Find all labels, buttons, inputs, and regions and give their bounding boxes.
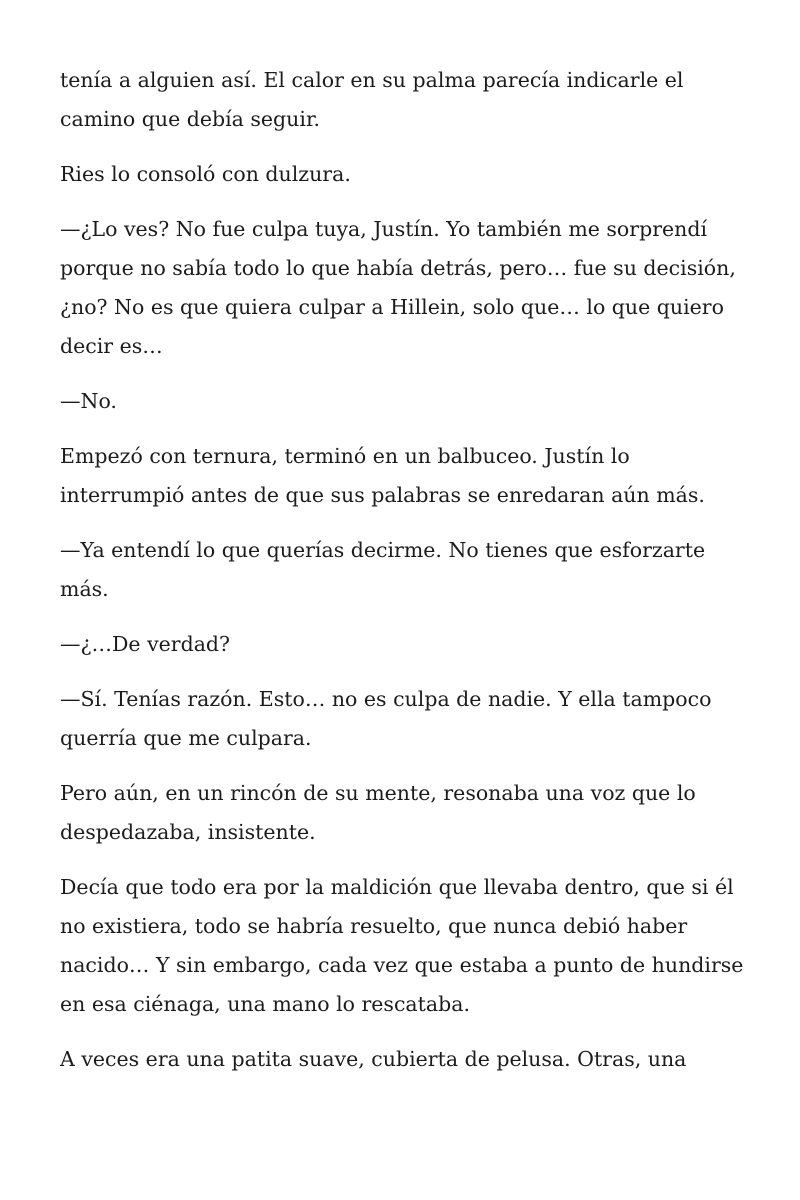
paragraph: —¿…De verdad? [60, 632, 231, 656]
paragraph: —Ya entendí lo que querías decirme. No tienes que esforzarte más. [60, 538, 706, 601]
paragraph: A veces era una patita suave, cubierta de pelusa. Otras, una [60, 1047, 687, 1071]
paragraph: Empezó con ternura, terminó en un balbuceo. Justín lo interrumpió antes de que sus palabras se enredaran aún más. [60, 444, 705, 507]
paragraph: —¿Lo ves? No fue culpa tuya, Justín. Yo también me sorprendí porque no sabía todo lo que había detrás, pero… fue su decisión, ¿no? No es que quiera culpar a Hillein, solo que… lo que quiero decir es… [60, 217, 736, 358]
paragraph: Ries lo consoló con dulzura. [60, 162, 351, 186]
paragraph: —No. [60, 389, 117, 413]
paragraph: Pero aún, en un rincón de su mente, resonaba una voz que lo despedazaba, insistente. [60, 781, 696, 844]
paragraph: tenía a alguien así. El calor en su palma parecía indicarle el camino que debía seguir. [60, 68, 684, 131]
paragraph: Decía que todo era por la maldición que llevaba dentro, que si él no existiera, todo se habría resuelto, que nunca debió haber nacido… Y sin embargo, cada vez que estaba a punto de hundirse en esa ciénaga, una mano lo rescataba. [60, 875, 744, 1016]
paragraph: —Sí. Tenías razón. Esto… no es culpa de nadie. Y ella tampoco querría que me culpara. [60, 687, 712, 750]
